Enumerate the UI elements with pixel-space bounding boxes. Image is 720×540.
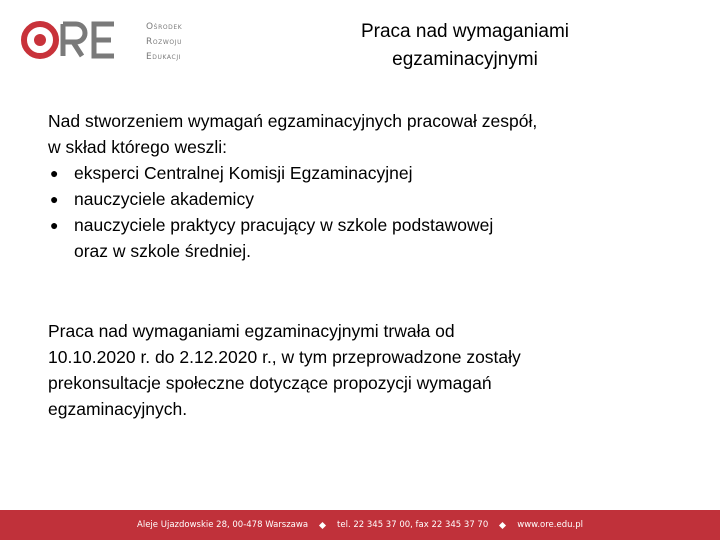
logo-o-dot bbox=[34, 34, 46, 46]
logo-line-2: Rozwoju bbox=[146, 37, 183, 47]
slide-title bbox=[300, 18, 630, 74]
logo-r-letter bbox=[63, 24, 85, 56]
ore-logo-mark bbox=[18, 16, 130, 66]
logo-e-letter bbox=[94, 24, 114, 56]
logo-line-1: Ośrodek bbox=[146, 22, 183, 32]
bullet-icon: ● bbox=[50, 165, 59, 181]
list-item-text: nauczyciele praktycy pracujący w szkole podstawowej bbox=[74, 215, 494, 235]
list-item-text: eksperci Centralnej Komisji Egzaminacyjnej bbox=[74, 163, 413, 183]
logo-text bbox=[146, 20, 182, 65]
logo-line-3: Edukacji bbox=[146, 52, 182, 62]
footer-website[interactable]: www.ore.edu.pl bbox=[517, 520, 583, 530]
list-item-text: nauczyciele akademicy bbox=[74, 189, 254, 209]
slide-title-line-1: Praca nad wymaganiami bbox=[360, 21, 570, 42]
timeline-line-4: egzaminacyjnych. bbox=[48, 399, 188, 419]
intro-line-2: w skład którego weszli: bbox=[48, 137, 227, 157]
slide-title-line-2: egzaminacyjnymi bbox=[392, 49, 538, 70]
footer-bar bbox=[0, 510, 720, 540]
diamond-separator-icon bbox=[319, 521, 326, 528]
list-item-continuation: oraz w szkole średniej. bbox=[74, 241, 252, 261]
list-item bbox=[48, 186, 698, 212]
slide-content bbox=[48, 108, 698, 422]
bullet-icon: ● bbox=[50, 217, 59, 233]
intro-line-1: Nad stworzeniem wymagań egzaminacyjnych pracował zespół, bbox=[48, 111, 538, 131]
timeline-line-3: prekonsultacje społeczne dotyczące propozycji wymagań bbox=[48, 373, 492, 393]
ore-logo bbox=[18, 16, 188, 66]
timeline-line-1: Praca nad wymaganiami egzaminacyjnymi trwała od bbox=[48, 321, 455, 341]
timeline-line-2: 10.10.2020 r. do 2.12.2020 r., w tym przeprowadzone zostały bbox=[48, 347, 521, 367]
list-item bbox=[48, 212, 698, 238]
members-list bbox=[48, 160, 698, 238]
diamond-separator-icon bbox=[499, 521, 506, 528]
footer-address: Aleje Ujazdowskie 28, 00-478 Warszawa bbox=[137, 520, 309, 530]
bullet-icon: ● bbox=[50, 191, 59, 207]
list-item bbox=[48, 160, 698, 186]
footer-phone: tel. 22 345 37 00, fax 22 345 37 70 bbox=[337, 520, 489, 530]
